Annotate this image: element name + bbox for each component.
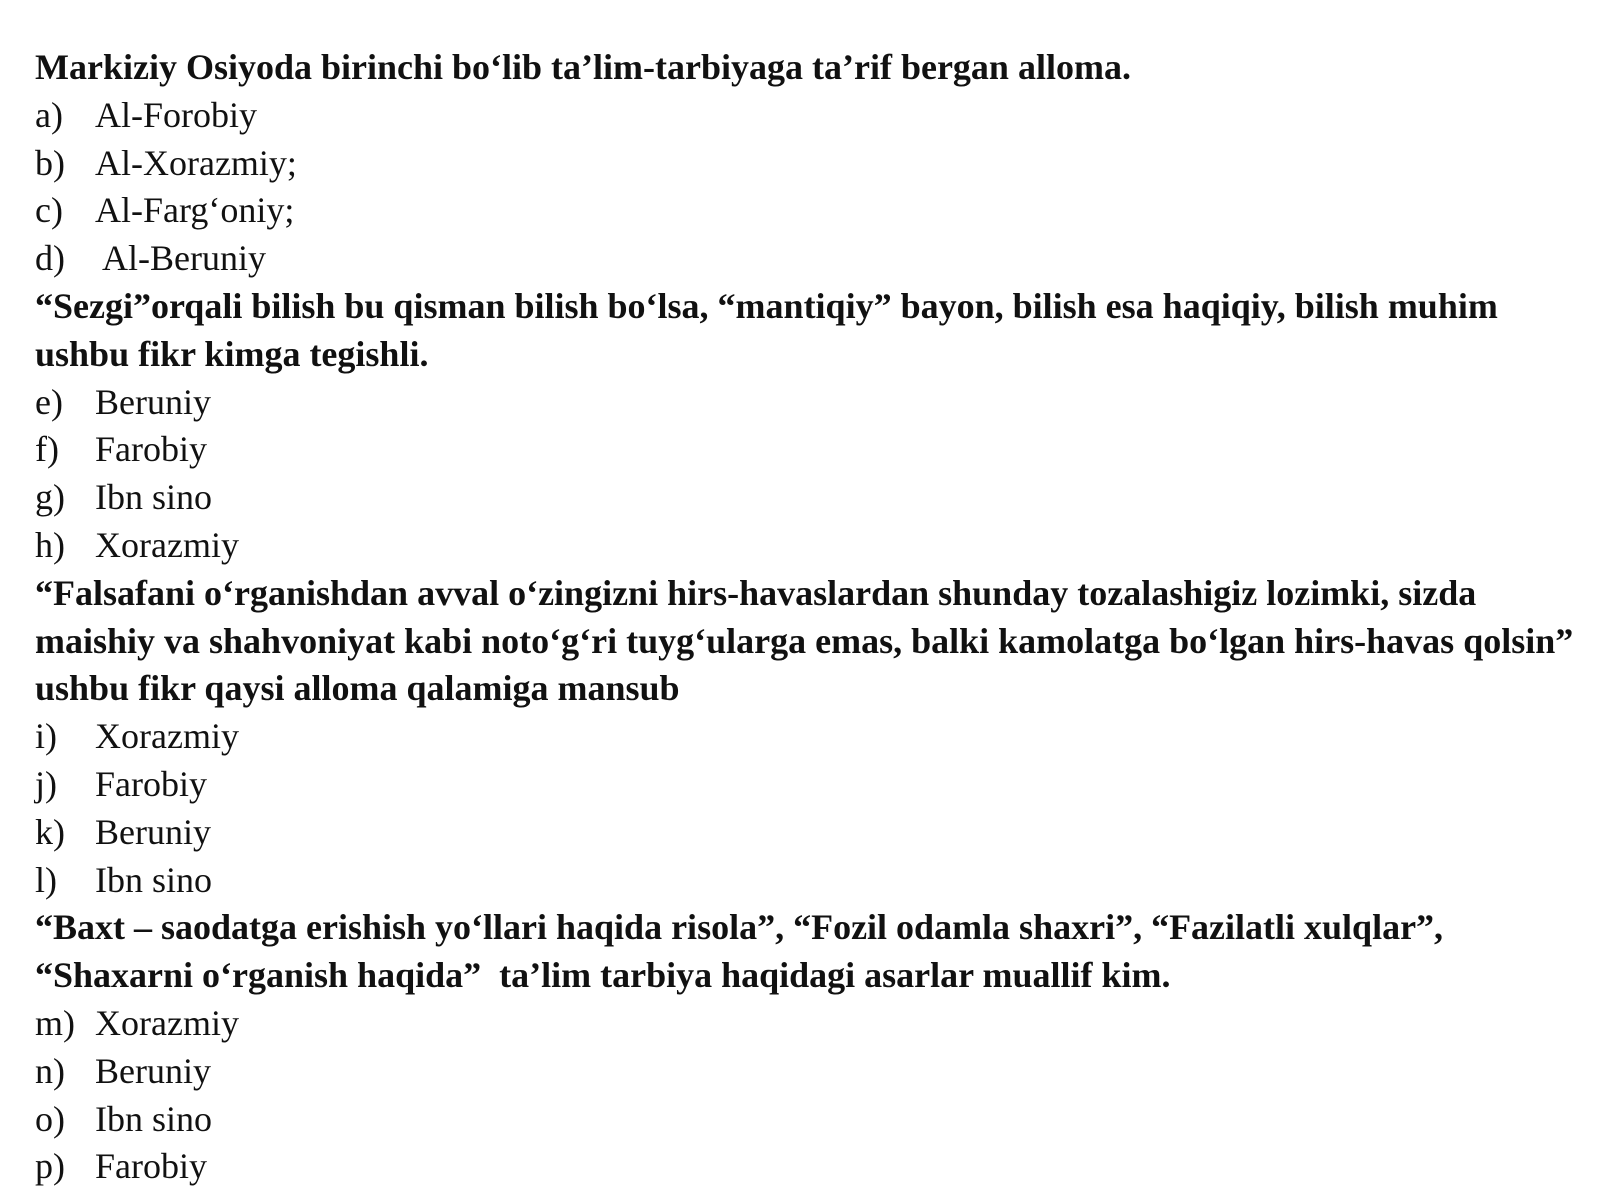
option-letter: h) — [35, 524, 65, 565]
option-text: Beruniy — [95, 381, 211, 422]
option-item — [35, 522, 1580, 570]
option-text: Ibn sino — [95, 477, 212, 518]
option-text: Xorazmiy — [95, 716, 239, 757]
option-list — [35, 92, 1580, 283]
option-letter: o) — [35, 1098, 65, 1139]
option-text: Farobiy — [95, 763, 207, 804]
question-text: “Baxt – saodatga erishish yo‘llari haqida risola”, “Fozil odamla shaxri”, “Fazilatli xulqlar”, “Shaxarni o‘rganish haqida” ta’lim tarbiya haqidagi asarlar muallif kim. — [35, 907, 1453, 996]
option-item — [35, 713, 1580, 761]
question-block-1 — [35, 44, 1580, 283]
option-text: Al-Forobiy — [95, 94, 257, 135]
option-item — [35, 809, 1580, 857]
option-text: Al-Beruniy — [95, 238, 266, 279]
option-text: Al-Farg‘oniy; — [95, 190, 295, 231]
option-item — [35, 1048, 1580, 1096]
option-list — [35, 1000, 1580, 1191]
option-item — [35, 1143, 1580, 1191]
option-text: Ibn sino — [95, 859, 212, 900]
option-letter: e) — [35, 381, 63, 422]
option-item — [35, 426, 1580, 474]
option-text: Farobiy — [95, 1146, 207, 1187]
option-letter: l) — [35, 859, 57, 900]
option-letter: n) — [35, 1050, 65, 1091]
option-letter: p) — [35, 1146, 65, 1187]
option-text: Beruniy — [95, 1050, 211, 1091]
document-body — [35, 44, 1583, 1191]
question-block-3 — [35, 570, 1583, 905]
option-list — [35, 713, 1580, 904]
option-letter: i) — [35, 716, 57, 757]
option-item — [35, 379, 1580, 427]
option-text: Al-Xorazmiy; — [95, 142, 297, 183]
option-item — [35, 187, 1580, 235]
option-letter: c) — [35, 190, 63, 231]
option-letter: m) — [35, 1002, 75, 1043]
option-letter: k) — [35, 811, 65, 852]
option-item — [35, 1096, 1580, 1144]
question-text: “Falsafani o‘rganishdan avval o‘zingizni hirs-havaslardan shunday tozalashigiz lozimki, sizda maishiy va shahvoniyat kabi noto‘g‘ri tuyg‘ularga emas, balki kamolatga bo‘lgan hirs-havas qolsin” ushbu fikr qaysi alloma qalamiga mansub — [35, 572, 1583, 709]
option-item — [35, 92, 1580, 140]
option-item — [35, 1000, 1580, 1048]
option-item — [35, 235, 1580, 283]
option-text: Ibn sino — [95, 1098, 212, 1139]
question-text: Markiziy Osiyoda birinchi bo‘lib ta’lim-tarbiyaga ta’rif bergan alloma. — [35, 47, 1131, 87]
option-item — [35, 140, 1580, 188]
option-item — [35, 474, 1580, 522]
option-text: Farobiy — [95, 429, 207, 470]
question-block-2 — [35, 283, 1580, 570]
option-item — [35, 761, 1580, 809]
option-letter: a) — [35, 94, 63, 135]
option-text: Xorazmiy — [95, 1002, 239, 1043]
option-letter: b) — [35, 142, 65, 183]
question-text: “Sezgi”orqali bilish bu qisman bilish bo‘lsa, “mantiqiy” bayon, bilish esa haqiqiy, bilish muhim ushbu fikr kimga tegishli. — [35, 285, 1507, 374]
option-letter: j) — [35, 763, 57, 804]
option-item — [35, 857, 1580, 905]
option-letter: f) — [35, 429, 59, 470]
option-letter: d) — [35, 238, 65, 279]
option-text: Xorazmiy — [95, 524, 239, 565]
option-text: Beruniy — [95, 811, 211, 852]
question-block-4 — [35, 904, 1580, 1191]
option-letter: g) — [35, 477, 65, 518]
option-list — [35, 379, 1580, 570]
